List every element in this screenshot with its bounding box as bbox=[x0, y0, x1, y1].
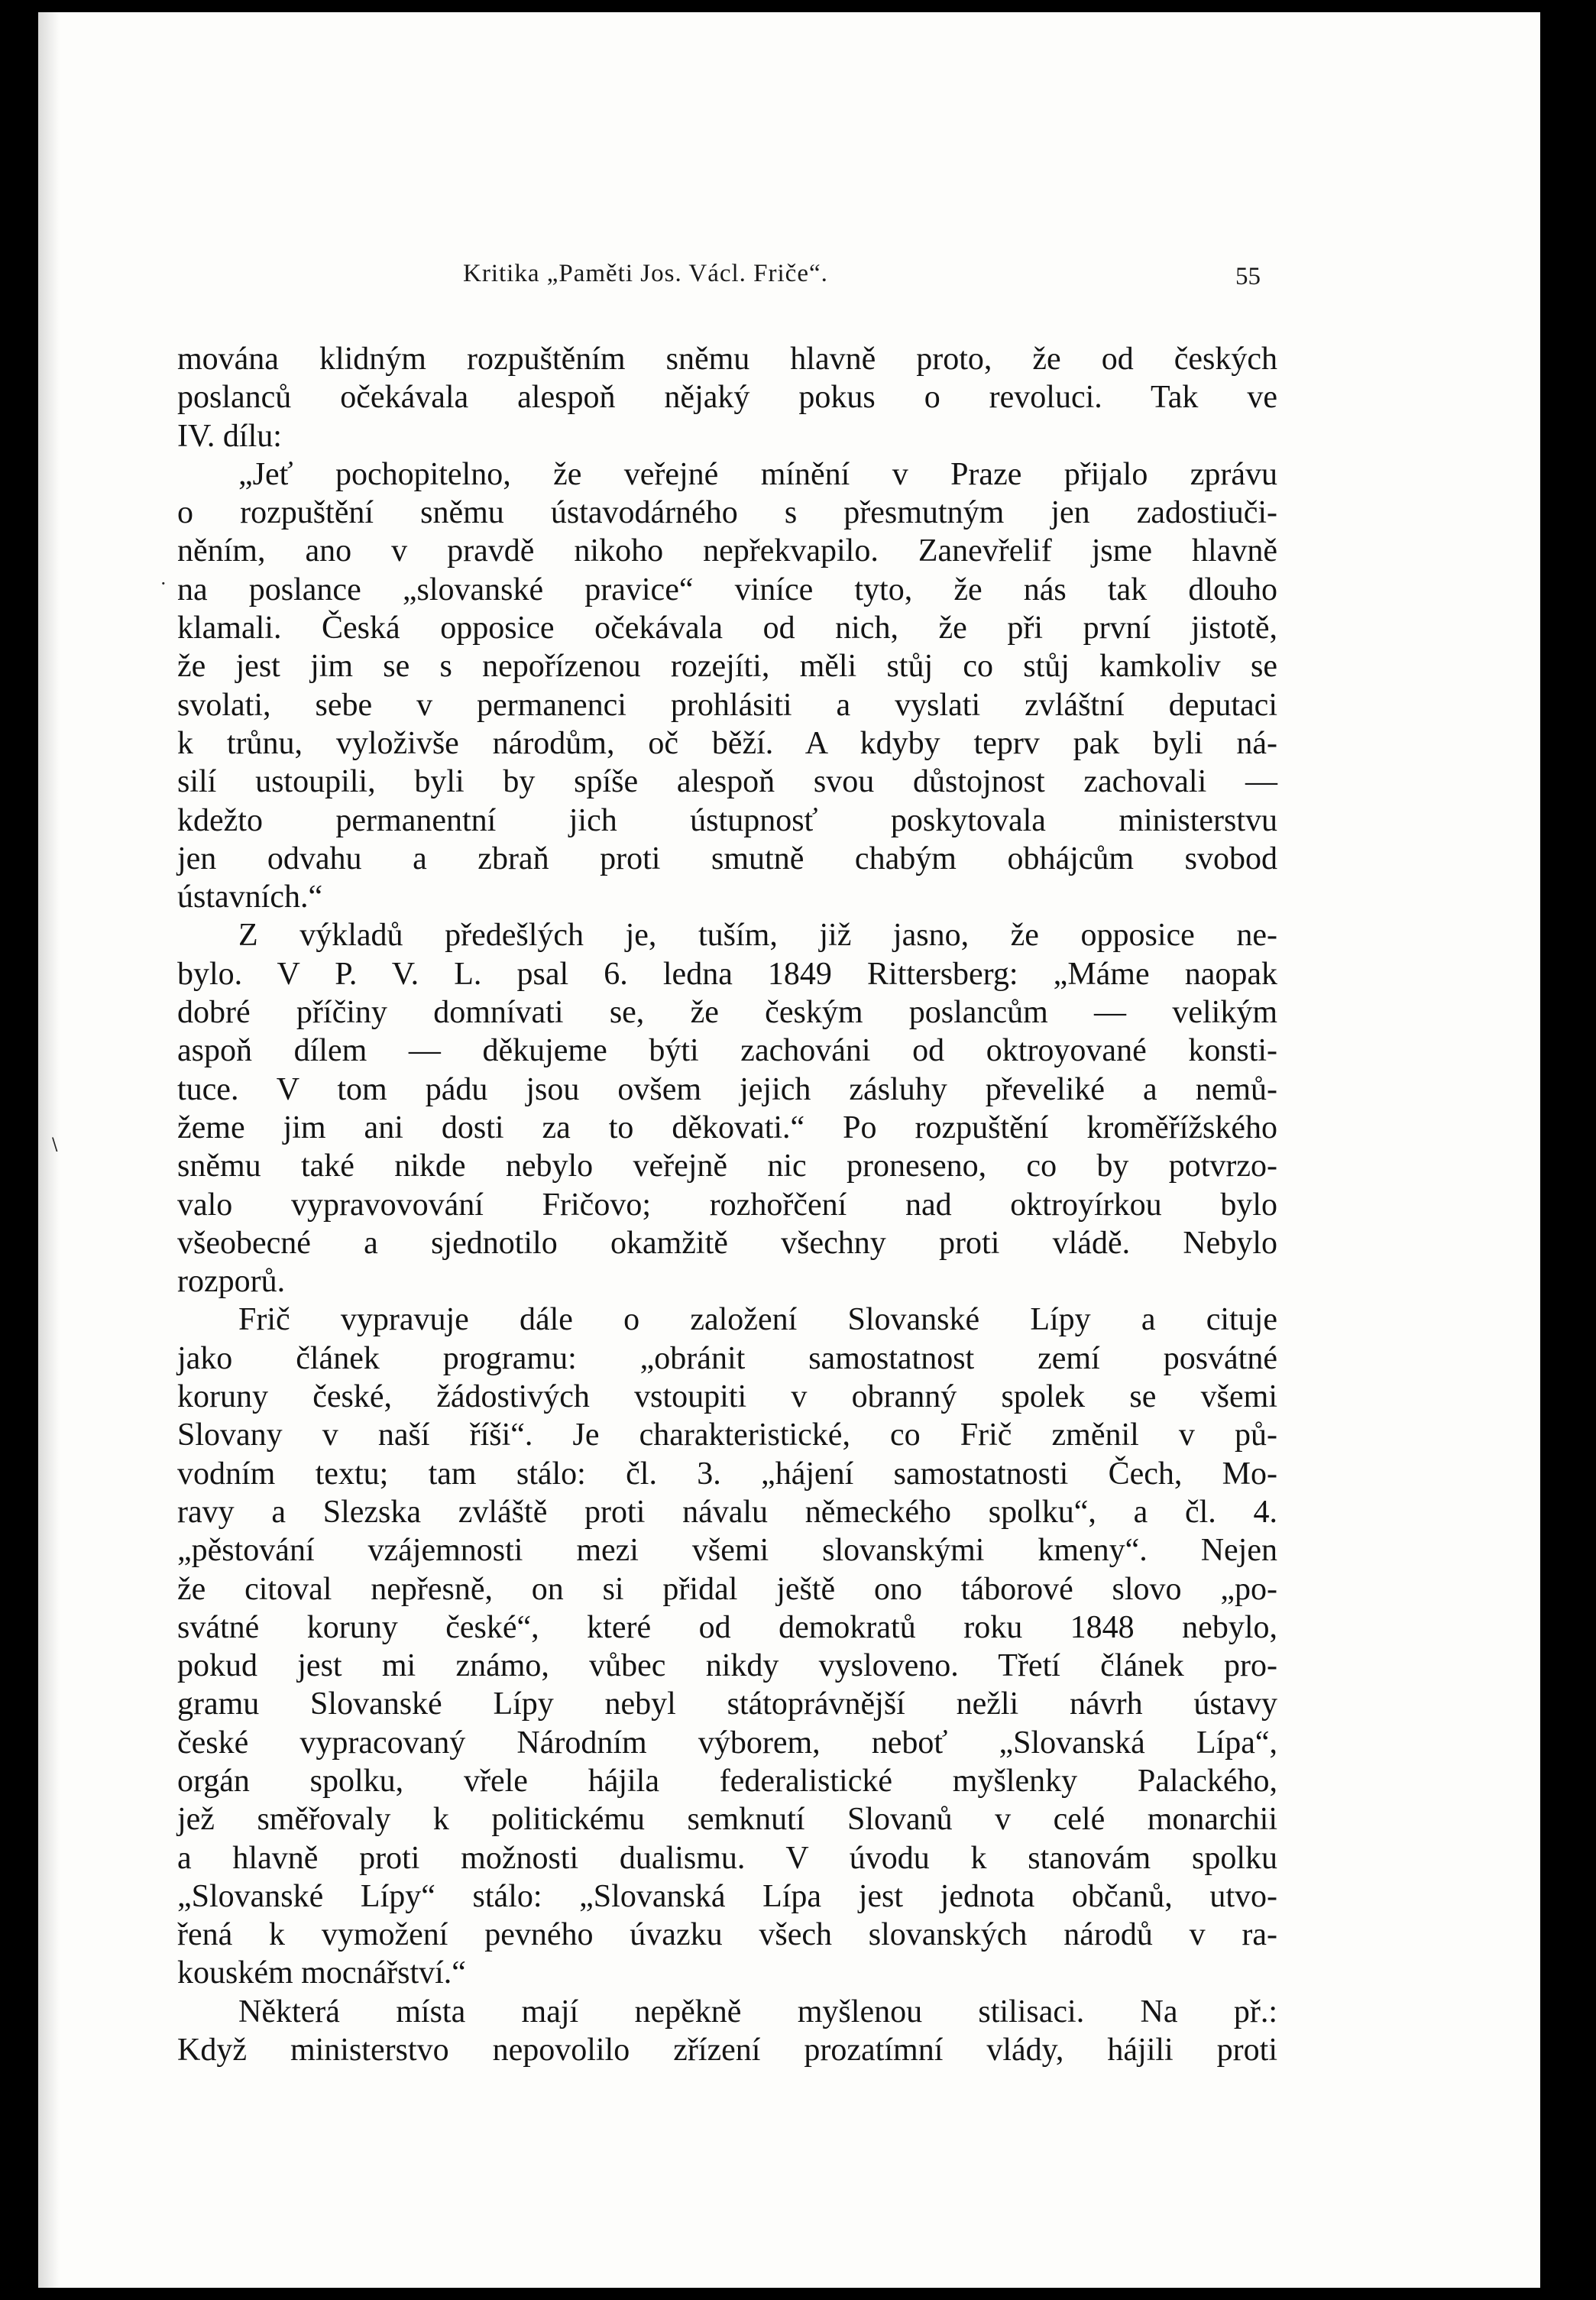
text-line: „pěstování vzájemnosti mezi všemi slovanskými kmeny“. Nejen bbox=[177, 1533, 1277, 1569]
scan-top-border bbox=[0, 0, 1596, 12]
text-line: kdežto permanentní jich ústupnosť poskytovala ministerstvu bbox=[177, 802, 1277, 838]
text-line: tuce. V tom pádu jsou ovšem jejich zásluhy převeliké a nemů- bbox=[177, 1071, 1277, 1107]
text-line: všeobecné a sjednotilo okamžitě všechny proti vládě. Nebylo bbox=[177, 1225, 1277, 1261]
page-number: 55 bbox=[1235, 263, 1261, 290]
text-line: aspoň dílem — děkujeme býti zachováni od oktroyované konsti- bbox=[177, 1033, 1277, 1069]
text-line: dobré příčiny domnívati se, že českým poslancům — velikým bbox=[177, 995, 1277, 1031]
text-line: vodním textu; tam stálo: čl. 3. „hájení samostatnosti Čech, Mo- bbox=[177, 1456, 1277, 1492]
text-line: na poslance „slovanské pravice“ viníce tyto, že nás tak dlouho bbox=[177, 572, 1277, 607]
text-line: klamali. Česká opposice očekávala od nich, že při první jistotě, bbox=[177, 611, 1277, 646]
text-line: že citoval nepřesně, on si přidal ještě ono táborové slovo „po- bbox=[177, 1571, 1277, 1607]
text-line: jen odvahu a zbraň proti smutně chabým obhájcům svobod bbox=[177, 841, 1277, 876]
body-text bbox=[177, 340, 1277, 2069]
text-line: Některá místa mají nepěkně myšlenou stilisaci. Na př.: bbox=[238, 1994, 1277, 2030]
text-line: že jest jim se s nepořízenou rozejíti, měli stůj co stůj kamkoliv se bbox=[177, 649, 1277, 685]
text-line: jež směřovaly k politickému semknutí Slovanů v celé monarchii bbox=[177, 1802, 1277, 1838]
text-line: Slovany v naší říši“. Je charakteristické, co Frič změnil v pů- bbox=[177, 1417, 1277, 1453]
text-line: české vypracovaný Národním výborem, neboť „Slovanská Lípa“, bbox=[177, 1725, 1277, 1761]
text-line: Frič vypravuje dále o založení Slovanské Lípy a cituje bbox=[238, 1302, 1277, 1338]
text-line: jako článek programu: „obránit samostatnost zemí posvátné bbox=[177, 1340, 1277, 1376]
text-line: sněmu také nikde nebylo veřejně nic proneseno, co by potvrzo- bbox=[177, 1148, 1277, 1184]
margin-dot: · bbox=[160, 573, 167, 594]
text-line: svátné koruny české“, které od demokratů roku 1848 nebylo, bbox=[177, 1609, 1277, 1645]
text-line: valo vypravovování Fričovo; rozhořčení nad oktroyírkou bylo bbox=[177, 1187, 1277, 1223]
text-line: pokud jest mi známo, vůbec nikdy vysloveno. Třetí článek pro- bbox=[177, 1648, 1277, 1684]
scan-edge-mark: \ bbox=[52, 1135, 58, 1155]
running-head: Kritika „Paměti Jos. Václ. Friče“. bbox=[463, 260, 828, 287]
text-line: mována klidným rozpuštěním sněmu hlavně proto, že od českých bbox=[177, 342, 1277, 377]
text-line: silí ustoupili, byli by spíše alespoň svou důstojnost zachovali — bbox=[177, 764, 1277, 800]
text-line: a hlavně proti možnosti dualismu. V úvodu k stanovám spolku bbox=[177, 1840, 1277, 1876]
text-line: gramu Slovanské Lípy nebyl státoprávnější nežli návrh ústavy bbox=[177, 1686, 1277, 1722]
text-line: poslanců očekávala alespoň nějaký pokus o revoluci. Tak ve bbox=[177, 380, 1277, 416]
text-line: žeme jim ani dosti za to děkovati.“ Po rozpuštění kroměřížského bbox=[177, 1110, 1277, 1145]
text-line: svolati, sebe v permanenci prohlásiti a vyslati zvláštní deputaci bbox=[177, 687, 1277, 723]
text-line: ústavních.“ bbox=[177, 880, 323, 915]
text-line: ravy a Slezska zvláště proti návalu německého spolku“, a čl. 4. bbox=[177, 1494, 1277, 1530]
text-line: kouském mocnářství.“ bbox=[177, 1955, 466, 1991]
text-line: IV. dílu: bbox=[177, 418, 282, 454]
text-line: Když ministerstvo nepovolilo zřízení prozatímní vlády, hájili proti bbox=[177, 2033, 1277, 2068]
text-line: koruny české, žádostivých vstoupiti v obranný spolek se všemi bbox=[177, 1379, 1277, 1415]
text-line: k trůnu, vyloživše národům, oč běží. A kdyby teprv pak byli ná- bbox=[177, 725, 1277, 761]
text-line: orgán spolku, vřele hájila federalistické myšlenky Palackého, bbox=[177, 1763, 1277, 1799]
text-line: „Jeť pochopitelno, že veřejné mínění v Praze přijalo zprávu bbox=[238, 456, 1277, 492]
text-line: bylo. V P. V. L. psal 6. ledna 1849 Rittersberg: „Máme naopak bbox=[177, 956, 1277, 992]
text-line: „Slovanské Lípy“ stálo: „Slovanská Lípa jest jednota občanů, utvo- bbox=[177, 1878, 1277, 1914]
text-line: něním, ano v pravdě nikoho nepřekvapilo. Zanevřelif jsme hlavně bbox=[177, 533, 1277, 569]
text-line: řená k vymožení pevného úvazku všech slovanských národů v ra- bbox=[177, 1917, 1277, 1953]
text-line: rozporů. bbox=[177, 1264, 286, 1300]
text-line: o rozpuštění sněmu ústavodárného s přesmutným jen zadostiuči- bbox=[177, 495, 1277, 531]
text-line: Z výkladů předešlých je, tuším, již jasno, že opposice ne- bbox=[238, 918, 1277, 954]
